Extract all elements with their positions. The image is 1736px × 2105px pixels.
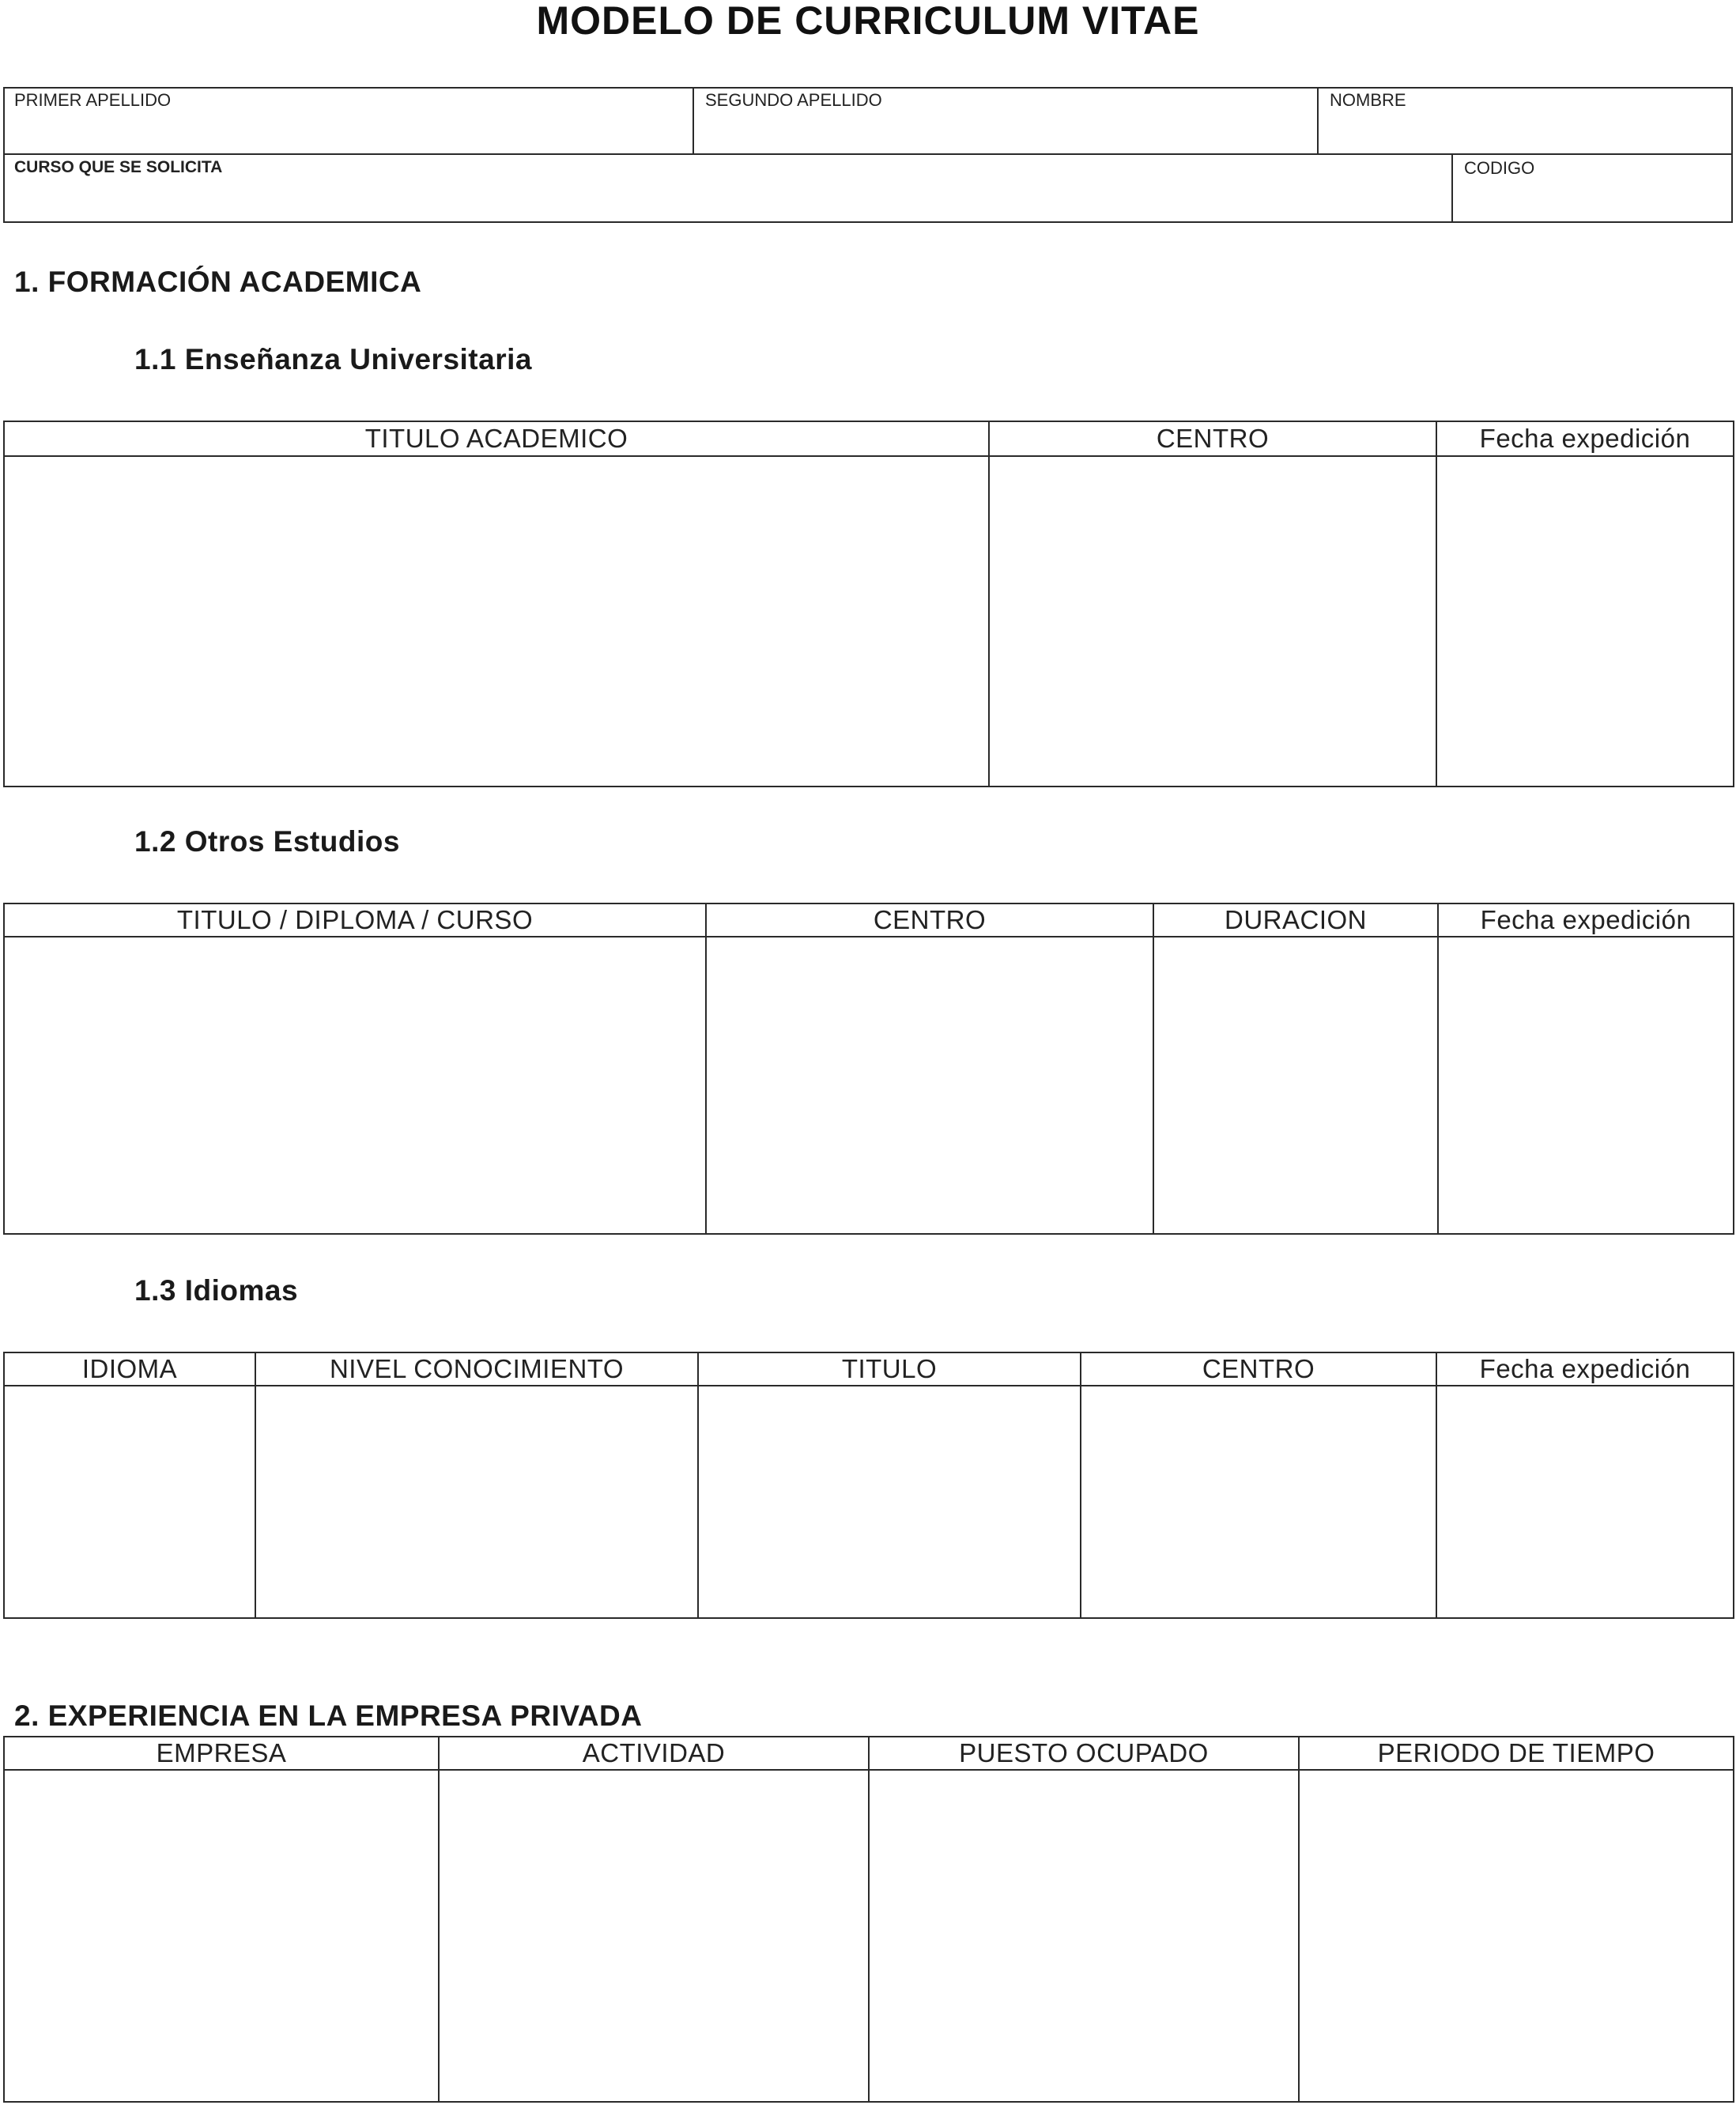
subsection-heading-otros: 1.2 Otros Estudios xyxy=(134,825,400,858)
column-header: Fecha expedición xyxy=(1438,903,1734,937)
table-experiencia xyxy=(3,1736,1734,2103)
section-heading-experiencia: 2. EXPERIENCIA EN LA EMPRESA PRIVADA xyxy=(14,1699,643,1732)
segundo-apellido-label: SEGUNDO APELLIDO xyxy=(705,90,882,110)
table-cell[interactable] xyxy=(1436,456,1734,787)
table-cell[interactable] xyxy=(1438,937,1734,1234)
table-cell[interactable] xyxy=(255,1386,698,1618)
table-row xyxy=(4,1386,1734,1618)
subsection-heading-universitaria: 1.1 Enseñanza Universitaria xyxy=(134,343,532,375)
table-row xyxy=(4,1770,1734,2102)
table-cell[interactable] xyxy=(4,1770,439,2102)
column-header: CENTRO xyxy=(706,903,1153,937)
column-header: DURACION xyxy=(1153,903,1438,937)
table-header-row xyxy=(4,1737,1734,1770)
column-header: TITULO / DIPLOMA / CURSO xyxy=(4,903,706,937)
nombre-label: NOMBRE xyxy=(1330,90,1406,110)
table-cell[interactable] xyxy=(4,937,706,1234)
section-heading-formacion: 1. FORMACIÓN ACADEMICA xyxy=(14,266,422,298)
table-cell[interactable] xyxy=(4,1386,255,1618)
table-row xyxy=(4,456,1734,787)
table-header-row xyxy=(4,421,1734,456)
table-cell[interactable] xyxy=(989,456,1436,787)
column-header: Fecha expedición xyxy=(1436,421,1734,456)
curso-label: CURSO QUE SE SOLICITA xyxy=(14,158,223,176)
column-header: ACTIVIDAD xyxy=(439,1737,869,1770)
table-cell[interactable] xyxy=(1436,1386,1734,1618)
document-title: MODELO DE CURRICULUM VITAE xyxy=(536,0,1200,43)
table-cell[interactable] xyxy=(1153,937,1438,1234)
table-universitaria xyxy=(3,421,1734,787)
table-cell[interactable] xyxy=(439,1770,869,2102)
primer-apellido-field[interactable] xyxy=(3,87,693,153)
column-header: TITULO xyxy=(698,1352,1081,1386)
table-idiomas xyxy=(3,1352,1734,1619)
codigo-label: CODIGO xyxy=(1464,158,1535,178)
table-row xyxy=(4,937,1734,1234)
table-cell[interactable] xyxy=(1299,1770,1734,2102)
table-header-row xyxy=(4,903,1734,937)
curso-field[interactable] xyxy=(3,155,1451,223)
codigo-field[interactable] xyxy=(1453,155,1731,223)
table-cell[interactable] xyxy=(698,1386,1081,1618)
table-cell[interactable] xyxy=(706,937,1153,1234)
column-header: Fecha expedición xyxy=(1436,1352,1734,1386)
table-cell[interactable] xyxy=(869,1770,1299,2102)
column-header: IDIOMA xyxy=(4,1352,255,1386)
nombre-field[interactable] xyxy=(1319,87,1731,153)
column-header: PUESTO OCUPADO xyxy=(869,1737,1299,1770)
column-header: EMPRESA xyxy=(4,1737,439,1770)
table-header-row xyxy=(4,1352,1734,1386)
column-header: PERIODO DE TIEMPO xyxy=(1299,1737,1734,1770)
table-otros-estudios xyxy=(3,903,1734,1235)
primer-apellido-label: PRIMER APELLIDO xyxy=(14,90,172,110)
column-header: TITULO ACADEMICO xyxy=(4,421,989,456)
table-cell[interactable] xyxy=(1081,1386,1436,1618)
segundo-apellido-field[interactable] xyxy=(694,87,1317,153)
column-header: CENTRO xyxy=(1081,1352,1436,1386)
table-cell[interactable] xyxy=(4,456,989,787)
column-header: CENTRO xyxy=(989,421,1436,456)
subsection-heading-idiomas: 1.3 Idiomas xyxy=(134,1274,299,1307)
column-header: NIVEL CONOCIMIENTO xyxy=(255,1352,698,1386)
